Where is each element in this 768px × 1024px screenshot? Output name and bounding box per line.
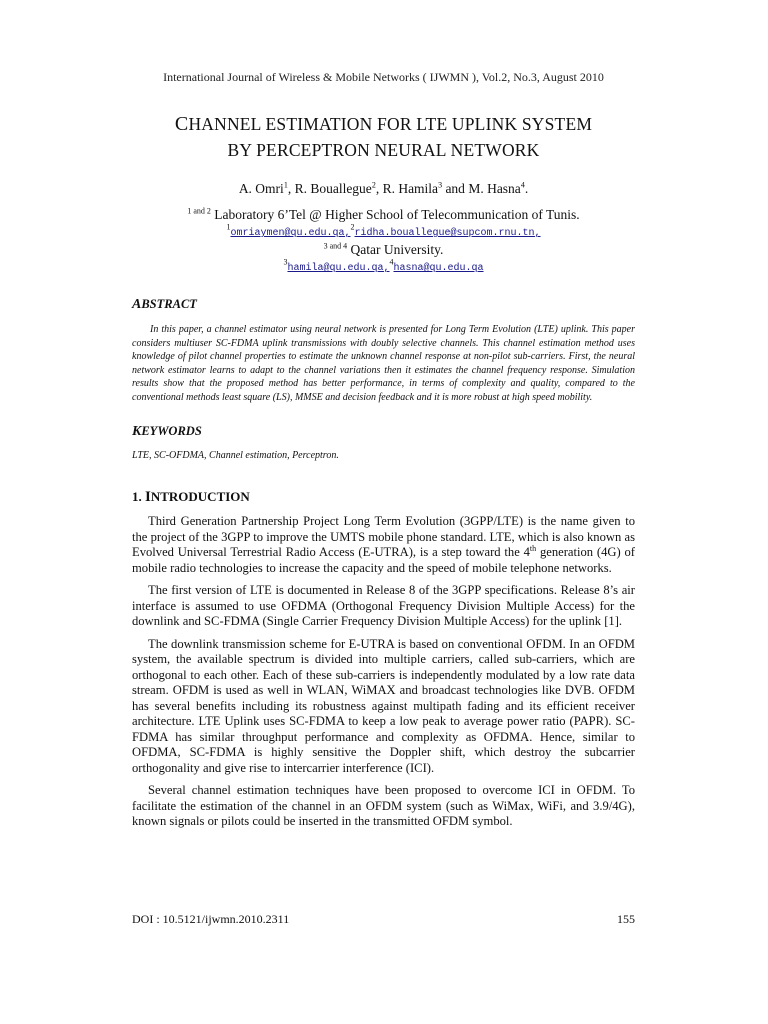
email-sep: , [383,263,390,274]
affiliation-text: Laboratory 6’Tel @ Higher School of Telecommunication of Tunis. [214,207,580,222]
author-name: A. Omri [238,181,284,196]
author-sep: and [442,181,469,196]
author-sup: 2 [371,180,376,190]
affiliation-sup: 1 and 2 [187,206,211,216]
section-number: 1. [132,489,145,504]
email-line-2 [132,258,635,277]
author-name: R. Hamila [382,181,439,196]
journal-header: International Journal of Wireless & Mobile Networks ( IJWMN ), Vol.2, No.3, August 2010 [163,70,604,84]
email-link[interactable]: omriaymen@qu.edu.qa [230,228,345,239]
heading-initial: A [132,297,142,312]
introduction-body [132,514,635,830]
email-sup: 1 [226,222,231,232]
email-sup: 3 [283,257,288,267]
paragraph-text: generation (4G) of mobile radio technologies to increase the capacity and the speed of mobile telephone networks. [132,545,635,575]
title-initial: C [174,113,189,135]
intro-paragraph-3: The downlink transmission scheme for E-UTRA is based on conventional OFDM. In an OFDM system, the available spectrum is divided into multiple carriers, called sub-carriers, which are orthogonal to each other. Each of these sub-carriers is independently modulated by a low rate data stream. OFDM is used as well in WLAN, WiMAX and broadcast technologies like DVB. OFDM has several benefits including its robustness against multipath fading and its efficient receiver architecture. LTE Uplink uses SC-FDMA to keep a low peak to average power ratio (PAPR). SC-FDMA has similar throughput performance and complexity as OFDMA. Hence, similar to OFDMA, SC-FDMA is highly sensitive the Doppler shift, which destroy the subcarrier orthogonality and give rise to intercarrier interference (ICI). [132,636,635,775]
author-name: M. Hasna [468,181,521,196]
affiliations [132,207,635,277]
heading-initial: K [132,424,142,439]
email-sep: , [344,228,351,239]
author-sup: 4 [520,180,525,190]
author-list [132,181,635,197]
email-sep: , [534,228,541,239]
keywords-text: LTE, SC-OFDMA, Channel estimation, Perceptron. [132,450,339,461]
paper-title [132,111,635,163]
email-sup: 2 [350,222,355,232]
email-sup: 4 [389,257,394,267]
author-sep: . [524,181,529,196]
paragraph-text: Third Generation Partnership Project Long Term Evolution (3GPP/LTE) is the name given to the project of the 3GPP to improve the UMTS mobile phone standard. LTE, which is also known as Evolved Universal Terrestrial Radio Access (E-UTRA), is a step toward the 4 [132,514,635,559]
abstract-heading [132,297,635,313]
author-name: R. Bouallegue [294,181,372,196]
ordinal-sup: th [529,543,537,553]
heading-rest: NTRODUCTION [150,489,250,504]
affiliation-2 [132,242,635,258]
affiliation-1 [132,207,635,223]
author-sep: , [287,181,295,196]
doi-text: DOI : 10.5121/ijwmn.2010.2311 [132,912,290,926]
intro-paragraph-2: The first version of LTE is documented in Release 8 of the 3GPP specifications. Release 8’s air interface is assumed to use OFDMA (Orthogonal Frequency Division Multiple Access) for the downlink and SC-FDMA (Single Carrier Frequency Division Multiple Access) for the uplink [1]. [132,583,635,628]
title-line2: BY PERCEPTRON NEURAL NETWORK [227,140,540,160]
author-sep: , [375,181,383,196]
abstract-text: In this paper, a channel estimator using neural network is presented for Long Term Evolution (LTE) uplink. This paper considers multiuser SC-FDMA uplink transmissions with doubly selective channels. This channel estimation method uses knowledge of pilot channel properties to estimate the unknown channel response at non-pilot sub-carriers. First, the neural network estimator learns to adapt to the channel variations then it estimates the channel frequency response. Simulation results show that the proposed method has better performance, in terms of complexity and quality, compared to the conventional methods least square (LS), MMSE and decision feedback and it is more robust at high speed mobility. [132,324,635,403]
email-line-1 [132,223,635,242]
intro-paragraph-4: Several channel estimation techniques have been proposed to overcome ICI in OFDM. To facilitate the estimation of the channel in an OFDM system (such as WiMax, WiFi, and 3.9/4G), known signals or pilots could be inserted in the transmitted OFDM symbol. [132,783,635,828]
heading-rest: BSTRACT [141,297,197,311]
email-link[interactable]: ridha.bouallegue@supcom.rnu.tn [354,228,535,239]
email-link[interactable]: hamila@qu.edu.qa [287,263,384,274]
paper-page [132,70,635,837]
heading-initial: I [145,489,151,505]
affiliation-sup: 3 and 4 [323,241,348,251]
abstract-body [132,323,635,404]
heading-rest: EYWORDS [141,424,202,438]
keywords-heading [132,424,635,440]
affiliation-text: Qatar University. [350,242,444,257]
email-link[interactable]: hasna@qu.edu.qa [393,263,484,274]
author-sup: 3 [438,180,443,190]
intro-paragraph-1 [132,514,635,576]
author-sup: 1 [283,180,288,190]
page-footer [132,912,635,927]
title-line1: HANNEL ESTIMATION FOR LTE UPLINK SYSTEM [188,114,593,134]
introduction-heading [132,489,635,506]
page-number: 155 [617,912,635,926]
